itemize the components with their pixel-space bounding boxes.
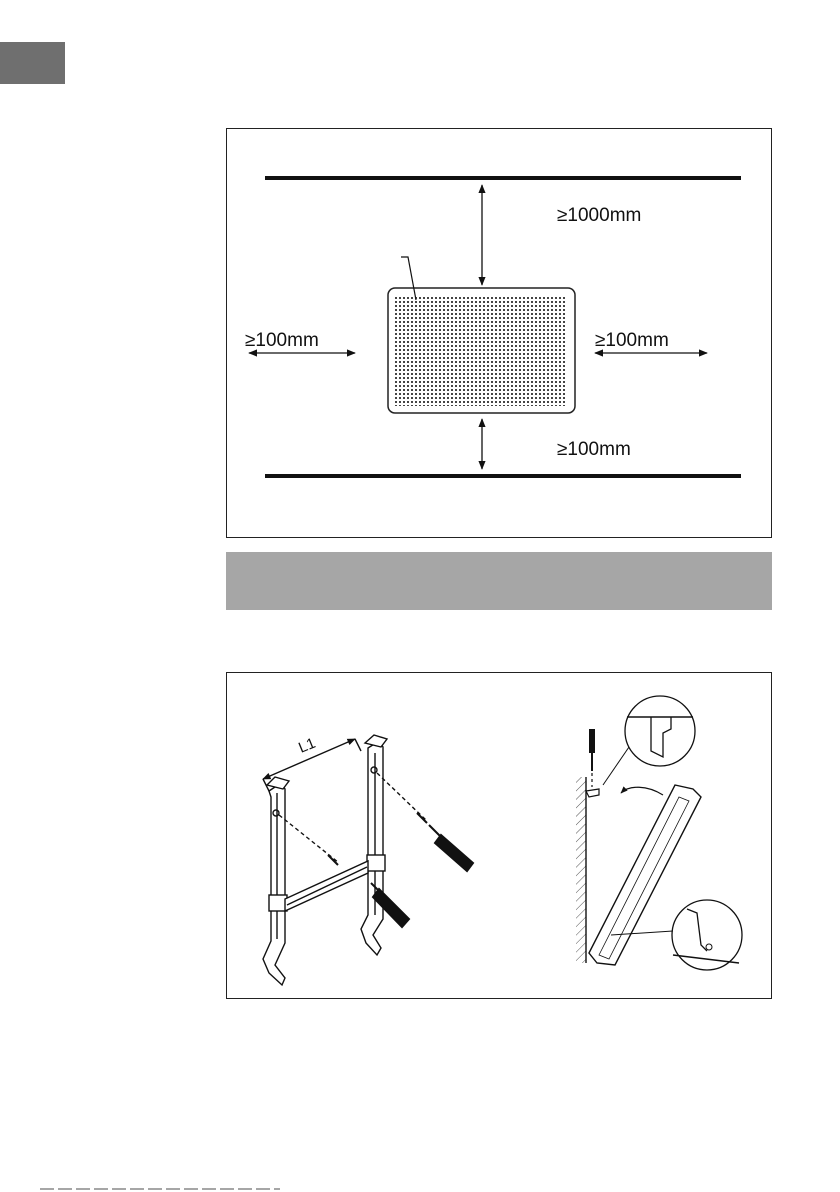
mounting-diagram — [226, 672, 772, 999]
top-clearance-label: ≥1000mm — [557, 205, 642, 226]
clearance-diagram — [226, 128, 772, 538]
section-heading-bar — [226, 552, 772, 610]
left-clearance-label: ≥100mm — [245, 330, 319, 351]
language-tab — [0, 42, 65, 84]
mounting-drawing — [227, 673, 773, 1000]
heater-grill — [395, 296, 567, 406]
floor-line — [265, 474, 741, 478]
wall-hatching — [576, 777, 586, 963]
right-clearance-label: ≥100mm — [595, 330, 669, 351]
hang-direction-arrow — [621, 787, 663, 795]
bottom-clearance-label: ≥100mm — [557, 439, 631, 460]
screwdriver-icon — [371, 825, 473, 927]
l1-label: L1 — [296, 734, 318, 757]
footer-rule — [0, 1186, 840, 1192]
wall-clip — [586, 789, 599, 797]
ceiling-line — [265, 176, 741, 180]
wall-screwdriver-icon — [589, 729, 595, 787]
mounting-bracket-assembly — [263, 735, 427, 985]
